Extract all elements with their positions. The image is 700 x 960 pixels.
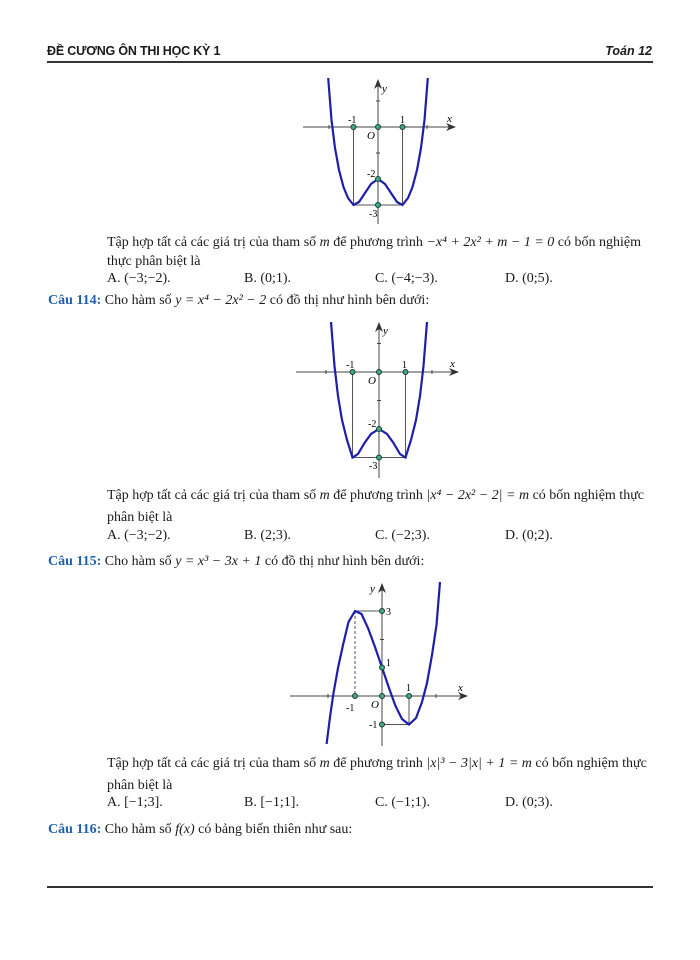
q115-prompt-line2: phân biệt là [107,778,173,793]
q114-label: Câu 114: [48,293,102,308]
q115-option-c[interactable]: C. (−1;1). [375,795,430,810]
q115-label: Câu 115: [48,554,102,569]
footer-rule [47,886,653,888]
svg-text:-3: -3 [369,461,378,472]
q114-function: y = x⁴ − 2x² − 2 [175,293,267,308]
svg-text:-1: -1 [346,703,355,714]
q114-intro: Câu 114: Cho hàm số y = x⁴ − 2x² − 2 có đồ thị như hình bên dưới: [48,293,430,308]
graph-cubic [290,582,467,746]
q113-prompt-line2: thực phân biệt là [107,254,201,269]
graph-quartic-1 [303,78,455,224]
document-header-title: ĐỀ CƯƠNG ÔN THI HỌC KỲ 1 [47,44,221,58]
q115-option-d[interactable]: D. (0;3). [505,795,553,810]
q116-intro: Câu 116: Cho hàm số f(x) có bảng biến thiên như sau: [48,822,353,837]
q116-function: f(x) [175,822,195,837]
q115-option-b[interactable]: B. [−1;1]. [244,795,299,810]
svg-text:y: y [370,583,375,595]
svg-text:-1: -1 [369,720,378,731]
svg-text:1: 1 [400,115,405,126]
svg-text:x: x [447,113,452,125]
svg-text:y: y [382,83,387,95]
q113-option-b[interactable]: B. (0;1). [244,271,292,286]
q113-prompt: Tập hợp tất cả các giá trị của tham số m để phương trình −x⁴ + 2x² + m − 1 = 0 có bốn nghiệm [107,235,641,250]
svg-text:-2: -2 [367,169,376,180]
q113-equation: −x⁴ + 2x² + m − 1 = 0 [426,235,555,250]
q114-prompt-line2: phân biệt là [107,510,173,525]
q115-prompt: Tập hợp tất cả các giá trị của tham số m để phương trình |x|³ − 3|x| + 1 = m có bốn nghiệm thực [107,756,647,771]
q114-prompt: Tập hợp tất cả các giá trị của tham số m để phương trình |x⁴ − 2x² − 2| = m có bốn nghiệm thực [107,488,644,503]
svg-text:x: x [458,682,463,694]
svg-text:3: 3 [386,607,391,618]
q114-option-c[interactable]: C. (−2;3). [375,528,430,543]
q115-intro: Câu 115: Cho hàm số y = x³ − 3x + 1 có đồ thị như hình bên dưới: [48,554,425,569]
q116-label: Câu 116: [48,822,102,837]
svg-text:-3: -3 [369,209,378,220]
q115-equation: |x|³ − 3|x| + 1 = m [426,756,532,771]
q114-equation: |x⁴ − 2x² − 2| = m [426,488,530,503]
svg-text:O: O [368,375,376,387]
document-header-subject: Toán 12 [605,44,652,58]
svg-text:-2: -2 [368,419,377,430]
svg-text:O: O [371,699,379,711]
svg-text:-1: -1 [346,360,355,371]
graph-quartic-2 [296,322,458,478]
svg-text:-1: -1 [348,115,357,126]
q115-function: y = x³ − 3x + 1 [175,554,262,569]
svg-text:x: x [450,358,455,370]
svg-text:1: 1 [386,658,391,669]
q114-option-d[interactable]: D. (0;2). [505,528,553,543]
svg-text:1: 1 [406,683,411,694]
q113-option-d[interactable]: D. (0;5). [505,271,553,286]
q113-option-c[interactable]: C. (−4;−3). [375,271,438,286]
q114-option-b[interactable]: B. (2;3). [244,528,292,543]
q115-option-a[interactable]: A. [−1;3]. [107,795,163,810]
svg-text:O: O [367,130,375,142]
q113-option-a[interactable]: A. (−3;−2). [107,271,171,286]
q114-option-a[interactable]: A. (−3;−2). [107,528,171,543]
svg-text:y: y [383,325,388,337]
svg-text:1: 1 [402,360,407,371]
